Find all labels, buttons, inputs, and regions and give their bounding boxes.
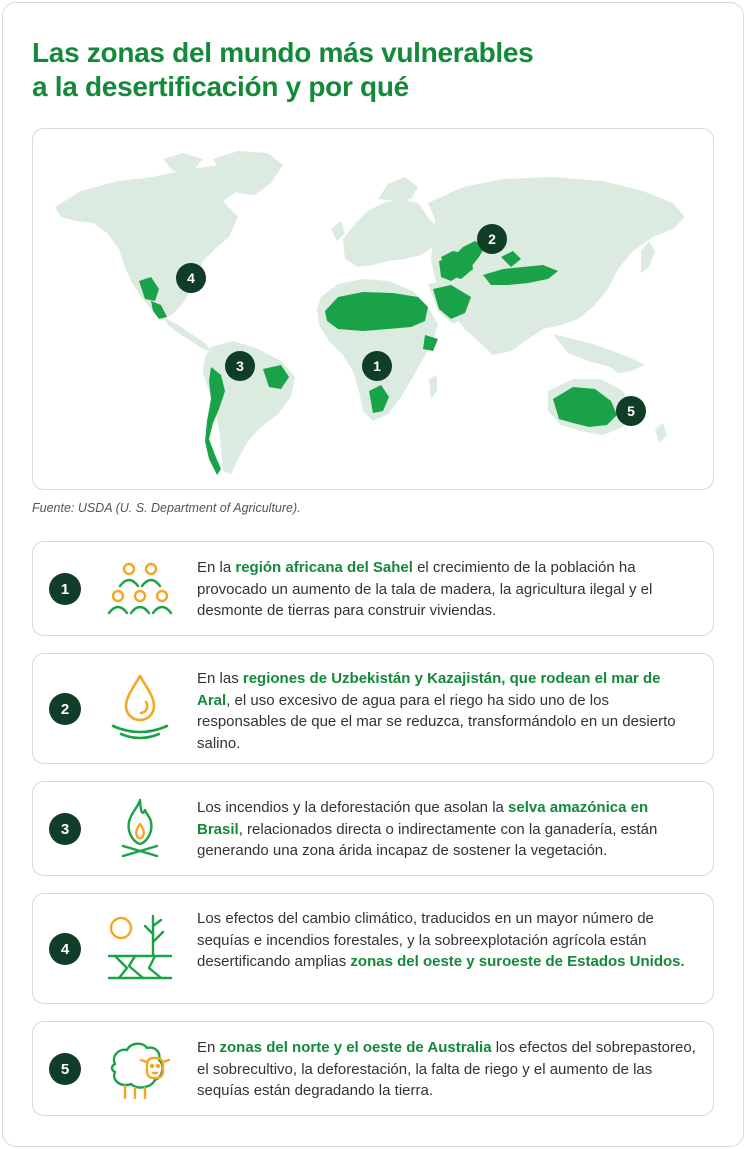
marker-3-label: 3 <box>236 358 244 374</box>
marker-1 <box>362 351 392 381</box>
card-description: Los incendios y la deforestación que asolan la selva amazónica en Brasil, relacionados directa o indirectamente con la ganadería, están generando una zona árida incapaz de sostener la vegetación. <box>197 799 658 859</box>
title-line-1: Las zonas del mundo más vulnerables <box>32 37 534 68</box>
campfire-icon <box>105 794 175 864</box>
info-card-1 <box>32 541 714 636</box>
marker-4 <box>176 263 206 293</box>
card-description: En la región africana del Sahel el crecimiento de la población ha provocado un aumento de la tala de madera, la agricultura ilegal y el desmonte de tierras para construir viviendas. <box>197 559 653 619</box>
drought-icon <box>105 912 175 982</box>
info-card-2 <box>32 653 714 764</box>
card-highlight: selva amazónica en Brasil <box>197 799 649 838</box>
info-card-4 <box>32 893 714 1004</box>
marker-5-label: 5 <box>627 403 635 419</box>
central-america-land <box>163 317 211 351</box>
card-highlight: zonas del oeste y suroeste de Estados Unidos. <box>350 953 685 970</box>
page-title <box>32 36 672 104</box>
card-highlight: regiones de Uzbekistán y Kazajistán, que rodean el mar de Aral <box>197 670 661 709</box>
world-map-graphic <box>33 129 714 490</box>
scandinavia-land <box>378 177 418 201</box>
marker-5 <box>616 396 646 426</box>
card-highlight: zonas del norte y el oeste de Australia <box>219 1039 492 1056</box>
marker-2-label: 2 <box>488 231 496 247</box>
card-description: En zonas del norte y el oeste de Australia los efectos del sobrepastoreo, el sobrecultivo, la deforestación, la falta de riego y el aumento de las sequías están degradando la tierra. <box>197 1039 696 1099</box>
card-number-badge: 1 <box>49 573 81 605</box>
card-number-badge: 3 <box>49 813 81 845</box>
title-highlight: la desertificación y por qué <box>54 71 409 102</box>
sahel-zone <box>325 292 428 331</box>
marker-2 <box>477 224 507 254</box>
title-line-2: a la desertificación y por qué <box>32 71 409 102</box>
marker-4-label: 4 <box>187 270 195 286</box>
world-map <box>32 128 714 490</box>
horn-africa-zone <box>423 335 438 351</box>
card-description: Los efectos del cambio climático, traducidos en un mayor número de sequías e incendios forestales, y la sobreexplotación agrícola están desertificando amplias zonas del oeste y suroeste de Estados Unidos. <box>197 910 685 970</box>
card-description: En las regiones de Uzbekistán y Kazajistán, que rodean el mar de Aral, el uso excesivo de agua para el riego ha sido uno de los responsables de que el mar se reduzca, transformándolo en un desierto salino. <box>197 670 676 752</box>
card-highlight: región africana del Sahel <box>235 559 413 576</box>
japan-land <box>641 241 655 273</box>
people-icon <box>105 554 175 624</box>
uk-land <box>331 221 345 241</box>
southeast-asia-land <box>553 334 645 371</box>
water-drop-icon <box>105 672 175 742</box>
sheep-icon <box>105 1034 175 1104</box>
card-number-badge: 2 <box>49 693 81 725</box>
card-number-badge: 5 <box>49 1053 81 1085</box>
card-number-badge: 4 <box>49 933 81 965</box>
marker-3 <box>225 351 255 381</box>
info-card-5 <box>32 1021 714 1116</box>
marker-1-label: 1 <box>373 358 381 374</box>
madagascar-land <box>429 375 437 399</box>
europe-land <box>343 199 438 267</box>
info-card-3 <box>32 781 714 876</box>
new-zealand-land <box>655 423 667 443</box>
source-note: Fuente: USDA (U. S. Department of Agriculture). <box>32 501 301 515</box>
